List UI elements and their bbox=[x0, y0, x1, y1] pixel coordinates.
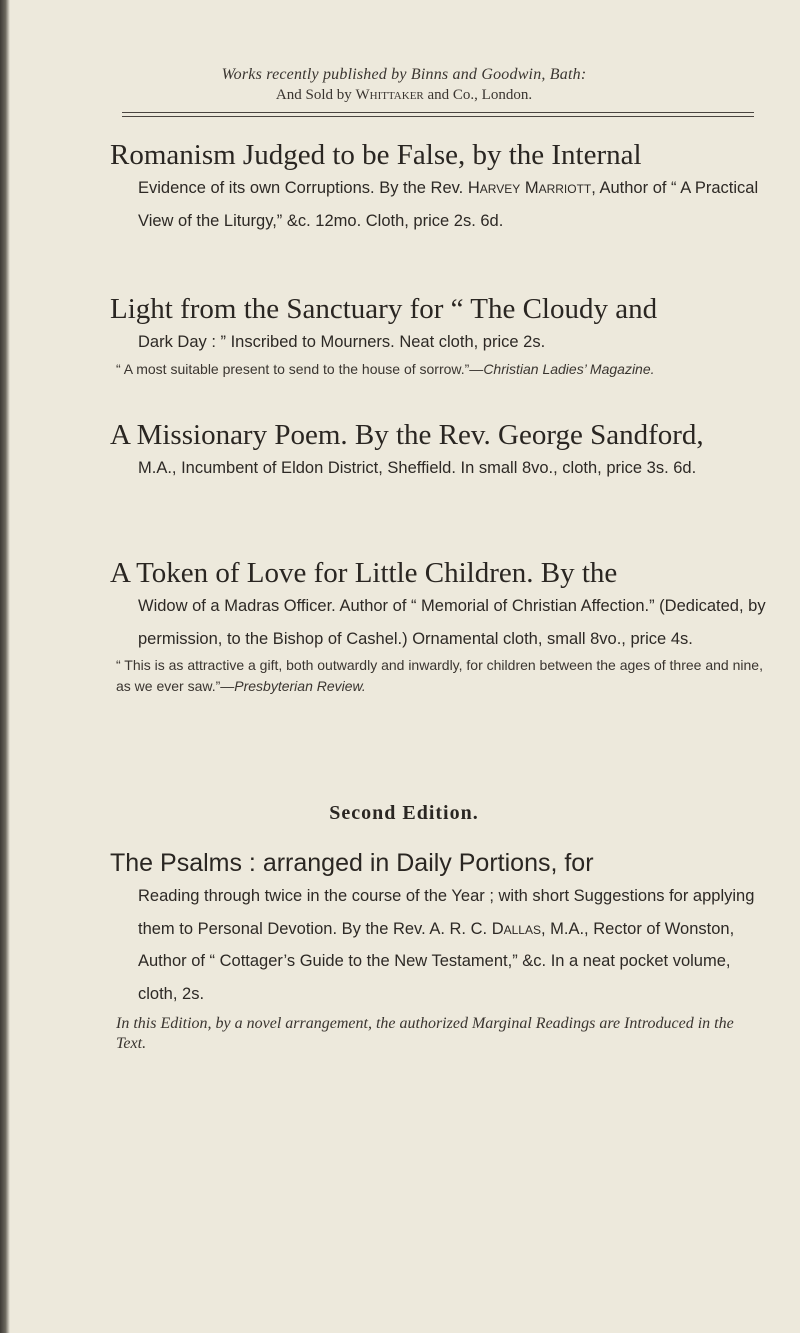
book-description: Widow of a Madras Officer. Author of “ Memorial of Christian Affection.” (Dedicated, by permission, to the Bishop of Cashel.) Ornamental cloth, small 8vo., price 4s. bbox=[138, 597, 766, 648]
desc-part: , Author of “ A Practical View of the Liturgy,” &c. 12mo. Cloth, price 2s. 6d. bbox=[138, 179, 759, 230]
desc-part: Evidence of its own Corruptions. By the Rev. bbox=[138, 179, 468, 197]
book-title: Romanism Judged to be False, by the Internal bbox=[110, 139, 642, 171]
book-title: A Missionary Poem. By the Rev. George Sandford, bbox=[110, 419, 704, 451]
book-description: M.A., Incumbent of Eldon District, Sheffield. In small 8vo., cloth, price 3s. 6d. bbox=[138, 459, 697, 477]
header-line-2 bbox=[34, 87, 774, 104]
book-entry-romanism bbox=[34, 138, 774, 237]
book-entry-missionary-poem bbox=[34, 418, 774, 485]
header-suffix: and Co., London. bbox=[423, 87, 533, 103]
book-description: Dark Day : ” Inscribed to Mourners. Neat cloth, price 2s. bbox=[138, 333, 546, 351]
book-title: A Token of Love for Little Children. By the bbox=[110, 557, 618, 589]
header-prefix: And Sold by bbox=[275, 87, 356, 103]
quote-text: “ This is as attractive a gift, both outwardly and inwardly, for children between the ages of three and nine, as we ever saw.”— bbox=[116, 657, 763, 694]
quote-source: Christian Ladies’ Magazine. bbox=[483, 360, 655, 377]
publisher-header bbox=[34, 66, 774, 104]
header-rule-thick bbox=[122, 112, 754, 113]
book-entry-token-of-love bbox=[34, 556, 774, 697]
edition-note: In this Edition, by a novel arrangement, the authorized Marginal Readings are Introduced in the Text. bbox=[116, 1015, 734, 1052]
review-quote bbox=[116, 655, 764, 697]
book-description bbox=[138, 172, 766, 237]
desc-part: , M.A., Rector of Wonston, Author of “ Cottager’s Guide to the New Testament,” &c. In a neat pocket volume, cloth, 2s. bbox=[138, 919, 735, 1003]
header-publisher: Whittaker bbox=[355, 87, 424, 103]
book-entry-psalms bbox=[34, 846, 774, 1054]
desc-part: Reading through twice in the course of the Year ; with short Suggestions for applying them to Personal Devotion. By the Rev. A. R. C. bbox=[138, 887, 755, 938]
book-entry-sanctuary bbox=[34, 292, 774, 380]
page-binding-edge bbox=[0, 0, 10, 1333]
author-name: Dallas bbox=[491, 919, 541, 938]
book-title: The Psalms : arranged in Daily Portions, for bbox=[110, 849, 594, 877]
header-line-1: Works recently published by Binns and Goodwin, Bath: bbox=[221, 66, 587, 83]
author-name: Harvey Marriott bbox=[467, 179, 592, 197]
book-description bbox=[138, 880, 766, 1010]
book-title: Light from the Sanctuary for “ The Cloudy and bbox=[110, 293, 658, 325]
advertisement-page bbox=[34, 0, 774, 1333]
quote-source: Presbyterian Review. bbox=[234, 678, 366, 694]
header-rule-thin bbox=[122, 116, 754, 117]
quote-text: “ A most suitable present to send to the house of sorrow.”— bbox=[116, 360, 484, 377]
review-quote bbox=[116, 359, 764, 380]
second-edition-heading: Second Edition. bbox=[329, 802, 479, 824]
